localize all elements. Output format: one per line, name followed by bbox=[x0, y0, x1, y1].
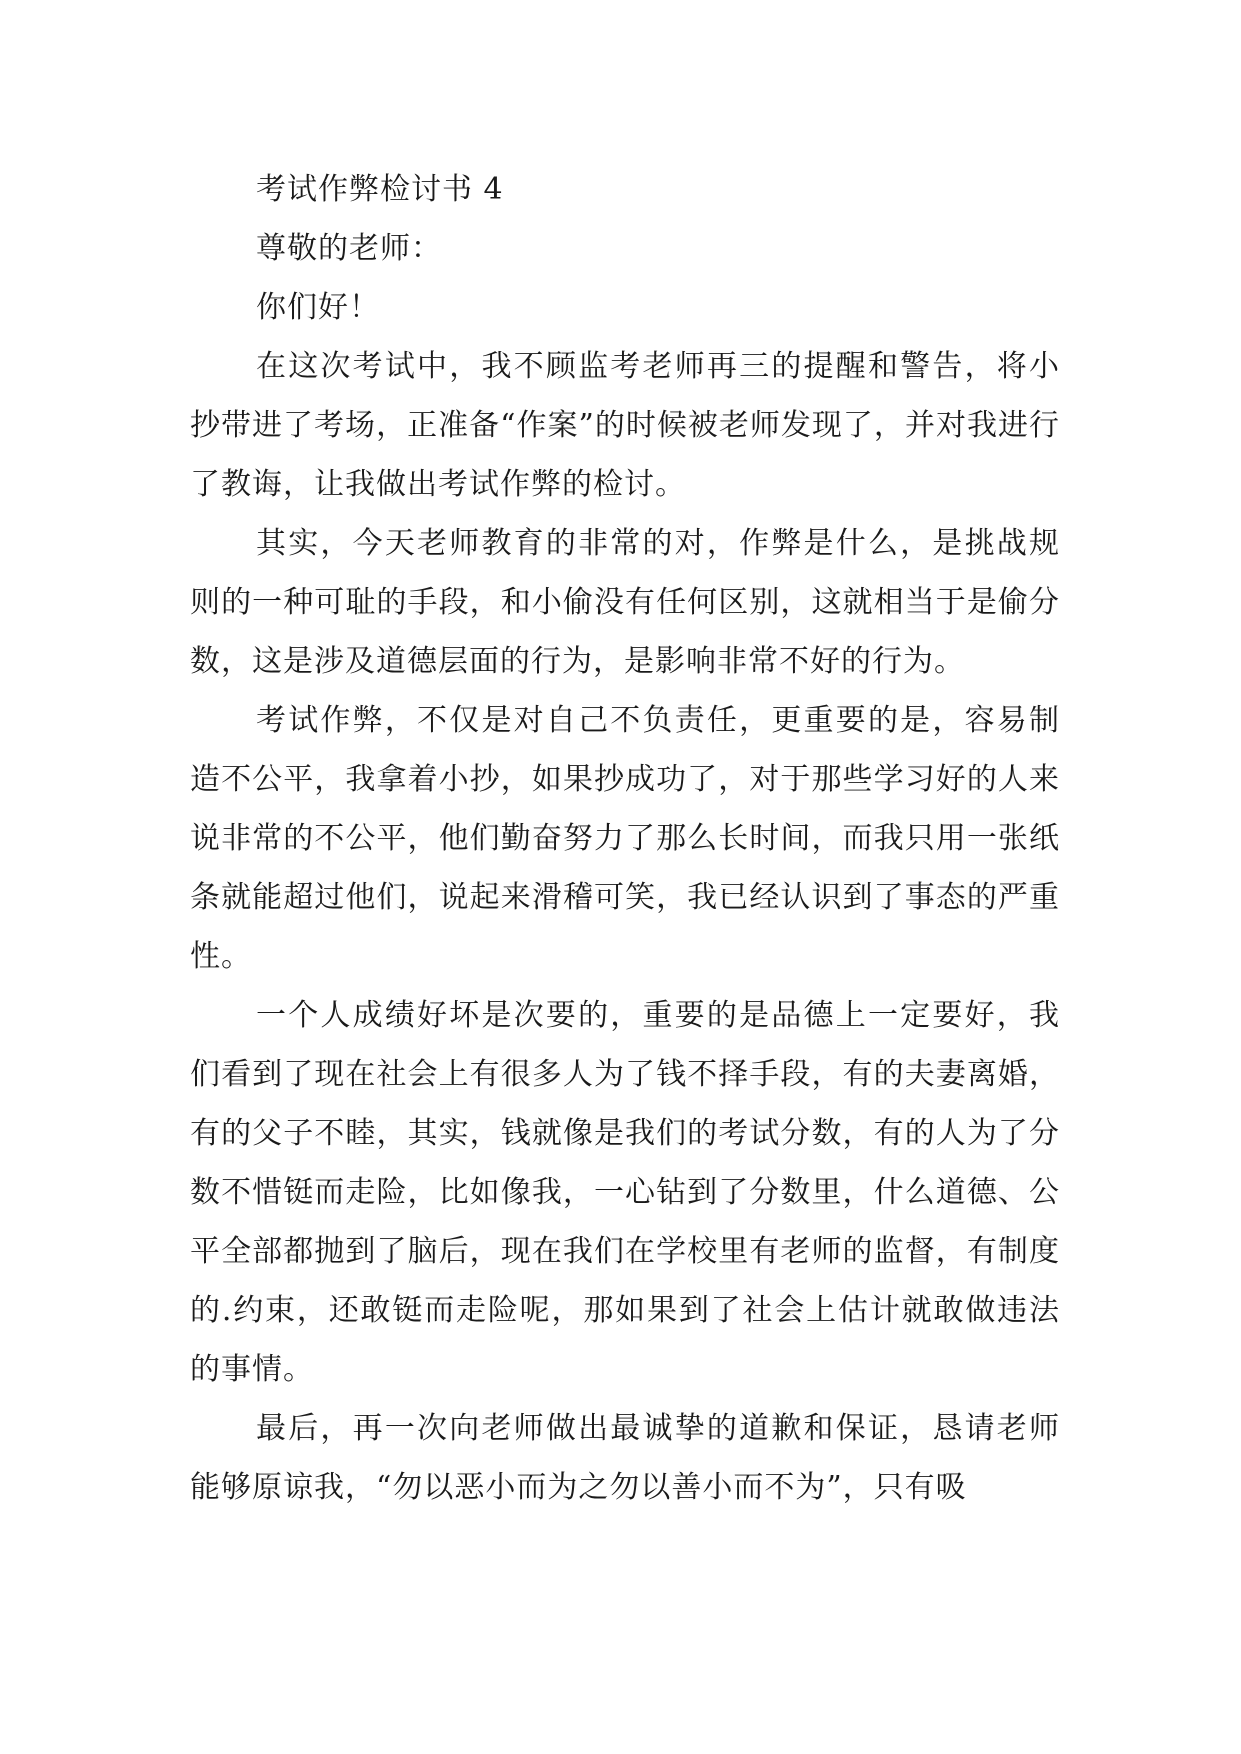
paragraph-4: 一个人成绩好坏是次要的，重要的是品德上一定要好，我们看到了现在社会上有很多人为了钱不择手段，有的夫妻离婚，有的父子不睦，其实，钱就像是我们的考试分数，有的人为了分数不惜铤而走险，比如像我，一心钻到了分数里，什么道德、公平全部都抛到了脑后，现在我们在学校里有老师的监督，有制度的.约束，还敢铤而走险呢，那如果到了社会上估计就敢做违法的事情。 bbox=[190, 998, 1060, 1387]
paragraph-5: 最后，再一次向老师做出最诚挚的道歉和保证，恳请老师能够原谅我，“勿以恶小而为之勿以善小而不为”，只有吸 bbox=[190, 1411, 1060, 1505]
salutation: 尊敬的老师： bbox=[256, 231, 442, 266]
paragraph-1: 在这次考试中，我不顾监考老师再三的提醒和警告，将小抄带进了考场，正准备“作案”的时候被老师发现了，并对我进行了教诲，让我做出考试作弊的检讨。 bbox=[190, 349, 1060, 502]
document-title: 考试作弊检讨书 4 bbox=[256, 172, 504, 207]
paragraph-2: 其实，今天老师教育的非常的对，作弊是什么，是挑战规则的一种可耻的手段，和小偷没有任何区别，这就相当于是偷分数，这是涉及道德层面的行为，是影响非常不好的行为。 bbox=[190, 526, 1060, 679]
document-body bbox=[190, 160, 1060, 1517]
greeting: 你们好！ bbox=[256, 290, 380, 325]
paragraph-3: 考试作弊，不仅是对自己不负责任，更重要的是，容易制造不公平，我拿着小抄，如果抄成功了，对于那些学习好的人来说非常的不公平，他们勤奋努力了那么长时间，而我只用一张纸条就能超过他们，说起来滑稽可笑，我已经认识到了事态的严重性。 bbox=[190, 703, 1060, 974]
